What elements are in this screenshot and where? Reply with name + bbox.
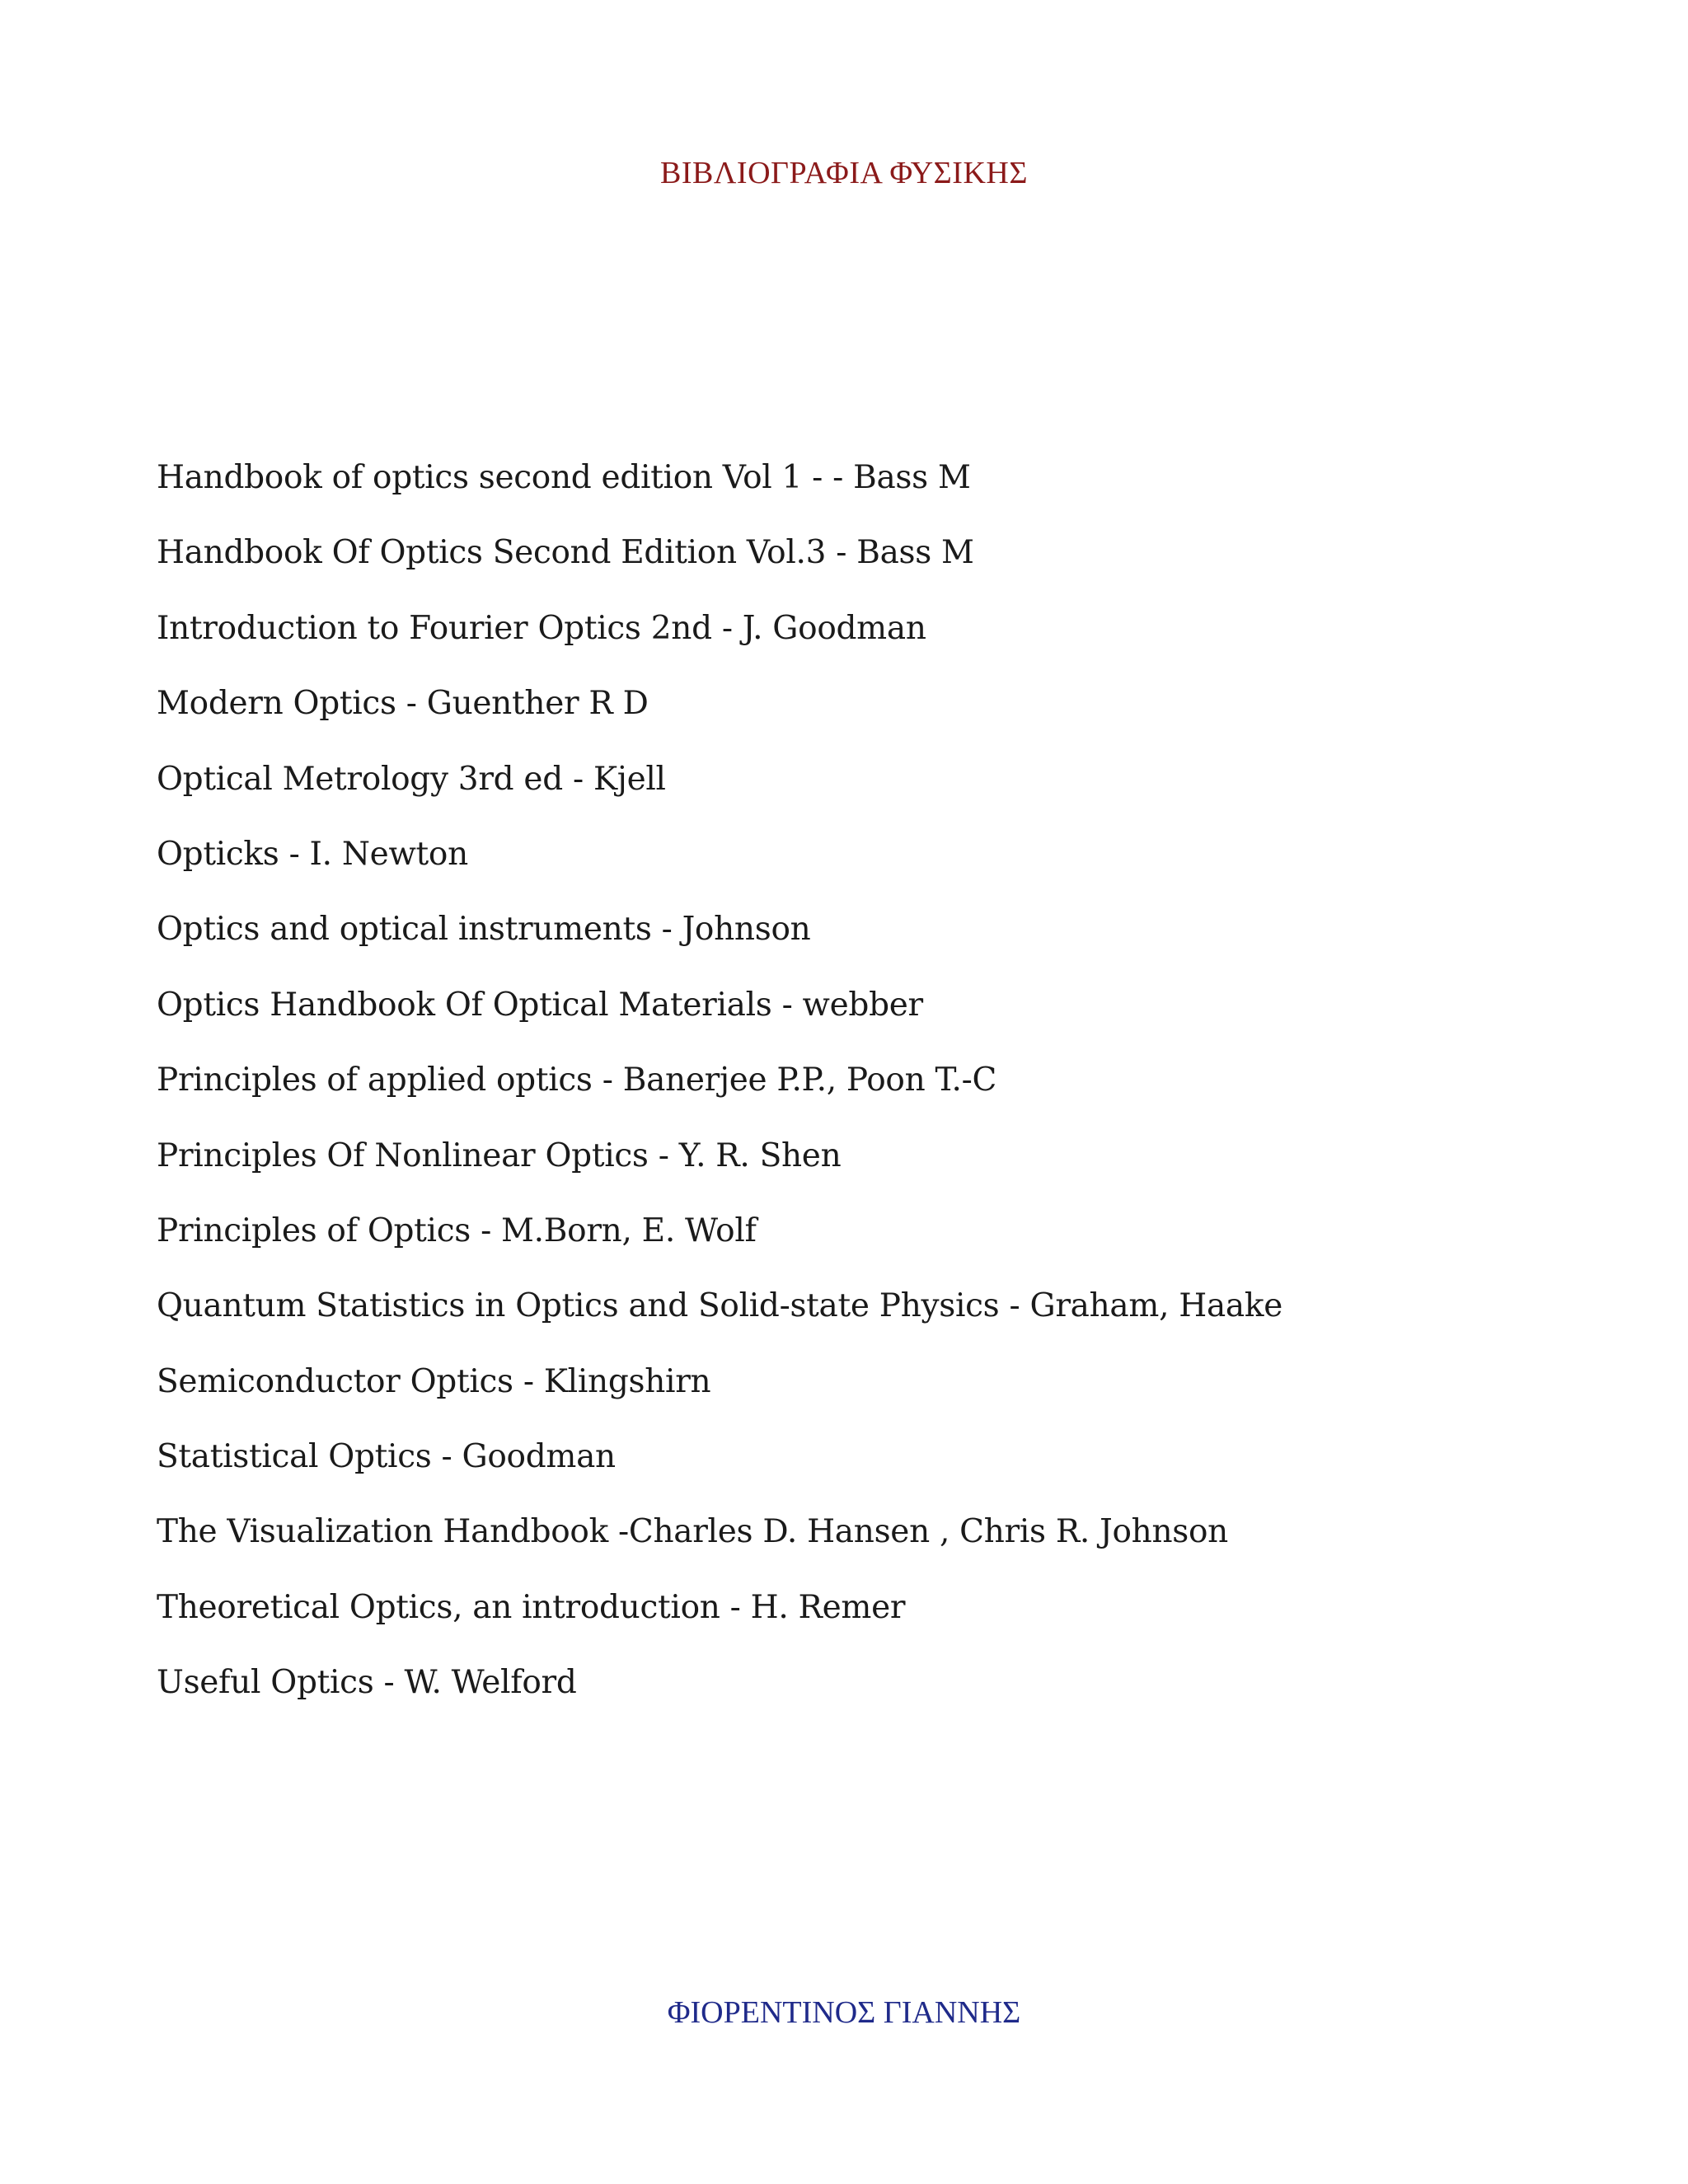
author-name: ΦΙΟΡΕΝΤΙΝΟΣ ΓΙΑΝΝΗΣ (667, 1995, 1021, 2030)
list-item: Handbook of optics second edition Vol 1 - - Bass M (157, 459, 971, 496)
list-item: Introduction to Fourier Optics 2nd - J. Goodman (157, 609, 926, 647)
book-list (157, 449, 1282, 1730)
list-item: Semiconductor Optics - Klingshirn (157, 1362, 711, 1400)
list-item: Optics Handbook Of Optical Materials - webber (157, 986, 923, 1024)
list-item: Modern Optics - Guenther R D (157, 685, 649, 723)
list-item: Opticks - I. Newton (157, 835, 468, 873)
list-item: Optics and optical instruments - Johnson (157, 911, 811, 949)
list-item: Useful Optics - W. Welford (157, 1664, 577, 1702)
list-item: Optical Metrology 3rd ed - Kjell (157, 760, 666, 798)
list-item: Principles of Optics - M.Born, E. Wolf (157, 1212, 757, 1249)
list-item: Theoretical Optics, an introduction - H. Remer (157, 1588, 906, 1626)
list-item: Principles of applied optics - Banerjee P.P., Poon T.-C (157, 1062, 997, 1099)
list-item: Handbook Of Optics Second Edition Vol.3 - Bass M (157, 534, 974, 572)
page-title: ΒΙΒΛΙΟΓΡΑΦΙΑ ΦΥΣΙΚΗΣ (660, 156, 1028, 190)
list-item: The Visualization Handbook -Charles D. Hansen , Chris R. Johnson (157, 1513, 1228, 1551)
list-item: Quantum Statistics in Optics and Solid-state Physics - Graham, Haake (157, 1287, 1282, 1325)
list-item: Statistical Optics - Goodman (157, 1438, 616, 1476)
list-item: Principles Of Nonlinear Optics - Y. R. Shen (157, 1137, 842, 1174)
